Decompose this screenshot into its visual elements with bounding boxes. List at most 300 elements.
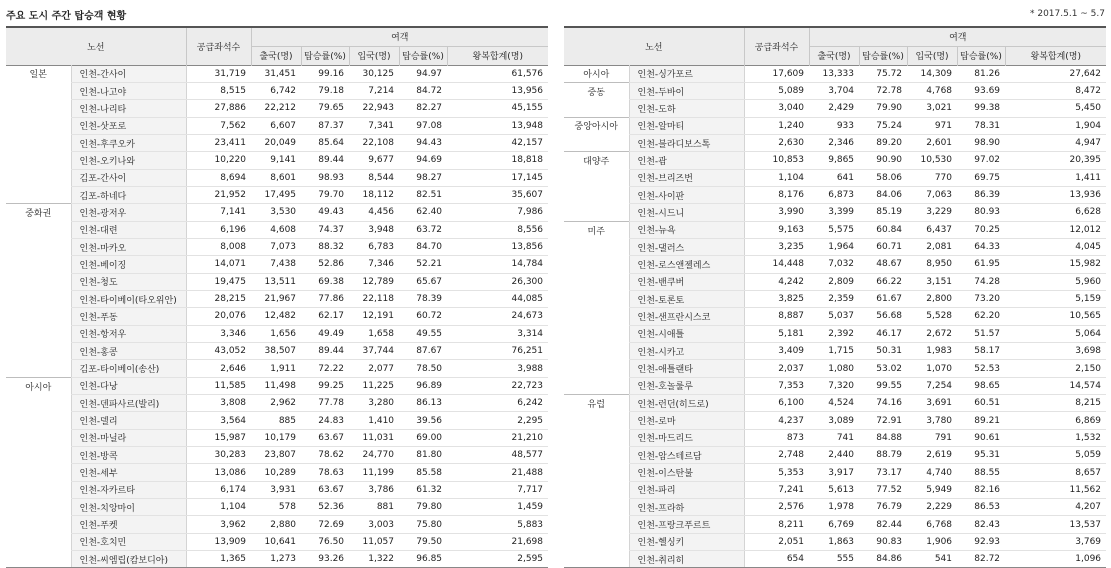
region-cell: [6, 256, 71, 273]
depart-rate-cell: 85.64: [301, 134, 349, 151]
total-cell: 5,883: [447, 516, 548, 533]
arrive-rate-cell: 86.39: [957, 186, 1005, 203]
depart-cell: 23,807: [251, 447, 301, 464]
region-cell: 아시아: [6, 377, 71, 394]
depart-rate-cell: 73.17: [859, 464, 907, 481]
total-cell: 48,577: [447, 447, 548, 464]
route-cell: 인천-푸켓: [71, 516, 186, 533]
depart-cell: 1,656: [251, 325, 301, 342]
route-cell: 인천-후쿠오카: [71, 134, 186, 151]
depart-cell: 7,320: [809, 377, 859, 394]
depart-cell: 3,704: [809, 82, 859, 99]
depart-rate-cell: 77.86: [301, 290, 349, 307]
total-cell: 6,869: [1005, 412, 1106, 429]
region-cell: [6, 360, 71, 377]
seats-cell: 28,215: [186, 290, 251, 307]
route-cell: 김포-간사이: [71, 169, 186, 186]
depart-cell: 13,333: [809, 65, 859, 82]
table-row: [6, 117, 548, 134]
seats-cell: 10,853: [744, 152, 809, 169]
arrive-rate-cell: 82.27: [399, 100, 447, 117]
seats-cell: 2,576: [744, 499, 809, 516]
route-cell: 인천-시애틀: [629, 325, 744, 342]
arrive-rate-cell: 70.25: [957, 221, 1005, 238]
seats-cell: 13,909: [186, 533, 251, 550]
depart-cell: 741: [809, 429, 859, 446]
total-cell: 2,595: [447, 551, 548, 568]
right-table-body: [564, 65, 1106, 568]
arrive-cell: 11,031: [349, 429, 399, 446]
arrive-cell: 2,081: [907, 238, 957, 255]
depart-cell: 6,769: [809, 516, 859, 533]
table-row: [6, 516, 548, 533]
depart-rate-cell: 66.22: [859, 273, 907, 290]
depart-cell: 933: [809, 117, 859, 134]
region-cell: [564, 447, 629, 464]
depart-cell: 10,179: [251, 429, 301, 446]
table-row: [564, 464, 1106, 481]
arrive-cell: 22,118: [349, 290, 399, 307]
table-row: [6, 134, 548, 151]
region-cell: [564, 533, 629, 550]
route-cell: 인천-블라디보스톡: [629, 134, 744, 151]
depart-rate-cell: 53.02: [859, 360, 907, 377]
arrive-cell: 2,229: [907, 499, 957, 516]
arrive-rate-cell: 74.28: [957, 273, 1005, 290]
arrive-rate-cell: 60.72: [399, 308, 447, 325]
arrive-rate-cell: 98.90: [957, 134, 1005, 151]
seats-cell: 4,242: [744, 273, 809, 290]
region-cell: [6, 169, 71, 186]
arrive-cell: 1,983: [907, 343, 957, 360]
arrive-cell: 3,021: [907, 100, 957, 117]
table-row: [6, 551, 548, 568]
depart-cell: 6,607: [251, 117, 301, 134]
route-cell: 인천-로스앤젤레스: [629, 256, 744, 273]
seats-cell: 9,163: [744, 221, 809, 238]
region-cell: [6, 464, 71, 481]
arrive-rate-cell: 52.53: [957, 360, 1005, 377]
total-cell: 13,856: [447, 238, 548, 255]
region-cell: [564, 377, 629, 394]
arrive-rate-cell: 65.67: [399, 273, 447, 290]
region-cell: [6, 447, 71, 464]
arrive-rate-cell: 69.00: [399, 429, 447, 446]
total-cell: 21,698: [447, 533, 548, 550]
route-cell: 인천-마닐라: [71, 429, 186, 446]
table-row: [6, 481, 548, 498]
table-row: [6, 290, 548, 307]
seats-cell: 14,448: [744, 256, 809, 273]
total-cell: 1,532: [1005, 429, 1106, 446]
region-cell: 대양주: [564, 152, 629, 169]
depart-rate-cell: 78.63: [301, 464, 349, 481]
table-row: [6, 221, 548, 238]
arrive-cell: 18,112: [349, 186, 399, 203]
depart-rate-cell: 52.86: [301, 256, 349, 273]
table-row: [6, 186, 548, 203]
total-cell: 5,450: [1005, 100, 1106, 117]
arrive-cell: 3,948: [349, 221, 399, 238]
seats-cell: 7,141: [186, 204, 251, 221]
depart-cell: 5,037: [809, 308, 859, 325]
region-cell: [564, 308, 629, 325]
total-cell: 18,818: [447, 152, 548, 169]
arrive-cell: 881: [349, 499, 399, 516]
depart-rate-cell: 50.31: [859, 343, 907, 360]
arrive-cell: 8,950: [907, 256, 957, 273]
table-row: [564, 325, 1106, 342]
arrive-rate-cell: 73.20: [957, 290, 1005, 307]
total-cell: 24,673: [447, 308, 548, 325]
left-table-body: [6, 65, 548, 568]
arrive-rate-cell: 78.31: [957, 117, 1005, 134]
total-cell: 1,459: [447, 499, 548, 516]
seats-cell: 3,962: [186, 516, 251, 533]
route-cell: 인천-호놀룰루: [629, 377, 744, 394]
region-cell: [6, 499, 71, 516]
depart-cell: 7,438: [251, 256, 301, 273]
arrive-rate-cell: 95.31: [957, 447, 1005, 464]
arrive-cell: 541: [907, 551, 957, 568]
total-cell: 22,723: [447, 377, 548, 394]
arrive-rate-cell: 51.57: [957, 325, 1005, 342]
route-cell: 인천-델리: [71, 412, 186, 429]
arrive-rate-cell: 82.16: [957, 481, 1005, 498]
region-cell: [6, 481, 71, 498]
depart-rate-cell: 46.17: [859, 325, 907, 342]
table-row: [6, 308, 548, 325]
route-cell: 인천-프랑크푸르트: [629, 516, 744, 533]
depart-cell: 1,978: [809, 499, 859, 516]
arrive-rate-cell: 92.93: [957, 533, 1005, 550]
route-cell: 인천-괌: [629, 152, 744, 169]
arrive-cell: 4,456: [349, 204, 399, 221]
depart-rate-cell: 62.17: [301, 308, 349, 325]
region-cell: [6, 221, 71, 238]
arrive-cell: 7,063: [907, 186, 957, 203]
region-cell: [564, 499, 629, 516]
arrive-cell: 9,677: [349, 152, 399, 169]
region-cell: [6, 343, 71, 360]
table-row: [6, 464, 548, 481]
arrive-cell: 2,672: [907, 325, 957, 342]
route-cell: 인천-나리타: [71, 100, 186, 117]
arrive-cell: 11,199: [349, 464, 399, 481]
arrive-rate-cell: 81.80: [399, 447, 447, 464]
depart-rate-cell: 79.65: [301, 100, 349, 117]
depart-cell: 20,049: [251, 134, 301, 151]
arrive-cell: 1,070: [907, 360, 957, 377]
seats-cell: 3,564: [186, 412, 251, 429]
depart-cell: 578: [251, 499, 301, 516]
arrive-cell: 3,691: [907, 395, 957, 412]
route-cell: 인천-밴쿠버: [629, 273, 744, 290]
table-row: [564, 395, 1106, 412]
table-row: [564, 343, 1106, 360]
total-cell: 1,411: [1005, 169, 1106, 186]
route-cell: 인천-치앙마이: [71, 499, 186, 516]
depart-cell: 1,964: [809, 238, 859, 255]
route-cell: 인천-대련: [71, 221, 186, 238]
seats-cell: 31,719: [186, 65, 251, 82]
route-cell: 인천-항저우: [71, 325, 186, 342]
depart-cell: 31,451: [251, 65, 301, 82]
total-cell: 14,784: [447, 256, 548, 273]
seats-cell: 27,886: [186, 100, 251, 117]
depart-cell: 38,507: [251, 343, 301, 360]
arrive-cell: 1,410: [349, 412, 399, 429]
table-row: [6, 152, 548, 169]
arrive-rate-cell: 94.97: [399, 65, 447, 82]
route-cell: 인천-브리즈번: [629, 169, 744, 186]
table-row: [6, 82, 548, 99]
arrive-rate-cell: 79.80: [399, 499, 447, 516]
route-cell: 김포-하네다: [71, 186, 186, 203]
seats-cell: 7,562: [186, 117, 251, 134]
total-cell: 21,488: [447, 464, 548, 481]
seats-cell: 19,475: [186, 273, 251, 290]
total-cell: 3,988: [447, 360, 548, 377]
total-cell: 14,574: [1005, 377, 1106, 394]
total-cell: 8,215: [1005, 395, 1106, 412]
seats-cell: 3,235: [744, 238, 809, 255]
depart-cell: 2,962: [251, 395, 301, 412]
depart-cell: 3,399: [809, 204, 859, 221]
total-cell: 20,395: [1005, 152, 1106, 169]
route-header: 노선: [6, 27, 186, 65]
route-header: 노선: [564, 27, 744, 65]
table-row: [6, 204, 548, 221]
depart-rate-cell: 84.06: [859, 186, 907, 203]
total-cell: 11,562: [1005, 481, 1106, 498]
page-title: 주요 도시 주간 탑승객 현황: [6, 11, 127, 22]
total-cell: 3,698: [1005, 343, 1106, 360]
arrive-rate-cell: 94.69: [399, 152, 447, 169]
table-row: [564, 308, 1106, 325]
depart-rate-cell: 58.06: [859, 169, 907, 186]
arrive-rate-cell: 86.53: [957, 499, 1005, 516]
region-cell: 아시아: [583, 70, 610, 81]
seats-cell: 5,181: [744, 325, 809, 342]
total-cell: 13,537: [1005, 516, 1106, 533]
route-cell: 인천-마드리드: [629, 429, 744, 446]
arrive-rate-cell: 99.38: [957, 100, 1005, 117]
depart-rate-cell: 79.90: [859, 100, 907, 117]
route-cell: 인천-이스탄불: [629, 464, 744, 481]
region-cell: [6, 325, 71, 342]
table-row: [564, 65, 1106, 82]
seats-cell: 23,411: [186, 134, 251, 151]
route-cell: 인천-덴파사르(발리): [71, 395, 186, 412]
left-table: [6, 26, 548, 568]
depart-cell: 7,032: [809, 256, 859, 273]
total-cell: 7,717: [447, 481, 548, 498]
table-row: [564, 82, 1106, 99]
route-cell: 인천-호치민: [71, 533, 186, 550]
seats-cell: 654: [744, 551, 809, 568]
route-cell: 인천-뉴욕: [629, 221, 744, 238]
depart-rate-cell: 56.68: [859, 308, 907, 325]
arrive-rate-header: 탑승률(%): [957, 46, 1005, 65]
right-table: [564, 26, 1106, 568]
arrive-cell: 2,601: [907, 134, 957, 151]
region-cell: [564, 516, 629, 533]
depart-cell: 2,440: [809, 447, 859, 464]
total-cell: 1,096: [1005, 551, 1106, 568]
seats-cell: 2,630: [744, 134, 809, 151]
total-cell: 7,986: [447, 204, 548, 221]
total-cell: 4,207: [1005, 499, 1106, 516]
region-cell: [6, 82, 71, 99]
table-row: [564, 499, 1106, 516]
seats-cell: 3,040: [744, 100, 809, 117]
route-cell: 인천-세부: [71, 464, 186, 481]
route-cell: 인천-홍콩: [71, 343, 186, 360]
arrive-rate-cell: 80.93: [957, 204, 1005, 221]
region-cell: [564, 204, 629, 221]
total-cell: 15,982: [1005, 256, 1106, 273]
arrive-rate-cell: 86.13: [399, 395, 447, 412]
depart-rate-cell: 82.44: [859, 516, 907, 533]
depart-cell: 6,742: [251, 82, 301, 99]
region-cell: 중화권: [6, 204, 71, 221]
depart-cell: 12,482: [251, 308, 301, 325]
total-cell: 10,565: [1005, 308, 1106, 325]
depart-rate-cell: 98.93: [301, 169, 349, 186]
depart-rate-cell: 60.71: [859, 238, 907, 255]
depart-rate-cell: 74.37: [301, 221, 349, 238]
total-cell: 13,936: [1005, 186, 1106, 203]
region-cell: [6, 100, 71, 117]
depart-rate-cell: 48.67: [859, 256, 907, 273]
seats-cell: 3,990: [744, 204, 809, 221]
depart-rate-cell: 76.79: [859, 499, 907, 516]
depart-rate-cell: 89.44: [301, 152, 349, 169]
route-cell: 인천-로마: [629, 412, 744, 429]
depart-rate-cell: 49.43: [301, 204, 349, 221]
arrive-rate-cell: 89.21: [957, 412, 1005, 429]
seats-cell: 3,808: [186, 395, 251, 412]
arrive-rate-cell: 84.70: [399, 238, 447, 255]
total-cell: 8,472: [1005, 82, 1106, 99]
total-cell: 3,314: [447, 325, 548, 342]
depart-rate-cell: 93.26: [301, 551, 349, 568]
arrive-rate-cell: 78.50: [399, 360, 447, 377]
depart-rate-cell: 85.19: [859, 204, 907, 221]
region-cell: [6, 533, 71, 550]
route-cell: 인천-파리: [629, 481, 744, 498]
region-cell: [6, 273, 71, 290]
arrive-cell: 5,528: [907, 308, 957, 325]
region-cell: [6, 134, 71, 151]
route-cell: 인천-씨엠립(캄보디아): [71, 551, 186, 568]
table-row: [564, 169, 1106, 186]
seats-cell: 873: [744, 429, 809, 446]
seats-cell: 1,104: [186, 499, 251, 516]
region-cell: [6, 395, 71, 412]
depart-rate-cell: 24.83: [301, 412, 349, 429]
depart-cell: 11,498: [251, 377, 301, 394]
depart-cell: 9,141: [251, 152, 301, 169]
route-cell: 인천-오키나와: [71, 152, 186, 169]
total-cell: 21,210: [447, 429, 548, 446]
arrive-rate-cell: 60.51: [957, 395, 1005, 412]
arrive-rate-header: 탑승률(%): [399, 46, 447, 65]
depart-cell: 885: [251, 412, 301, 429]
arrive-rate-cell: 84.72: [399, 82, 447, 99]
seats-cell: 1,240: [744, 117, 809, 134]
table-row: [564, 533, 1106, 550]
depart-cell: 1,715: [809, 343, 859, 360]
seats-header: 공급좌석수: [186, 27, 251, 65]
region-cell: [564, 551, 629, 568]
total-cell: 44,085: [447, 290, 548, 307]
seats-cell: 4,237: [744, 412, 809, 429]
table-row: [564, 551, 1106, 568]
region-cell: [6, 429, 71, 446]
arrive-rate-cell: 61.95: [957, 256, 1005, 273]
depart-rate-cell: 74.16: [859, 395, 907, 412]
depart-rate-cell: 99.25: [301, 377, 349, 394]
arrive-cell: 37,744: [349, 343, 399, 360]
total-cell: 61,576: [447, 65, 548, 82]
arrive-rate-cell: 58.17: [957, 343, 1005, 360]
arrive-rate-cell: 64.33: [957, 238, 1005, 255]
region-cell: [564, 412, 629, 429]
region-cell: [6, 551, 71, 568]
region-cell: [564, 169, 629, 186]
total-cell: 8,556: [447, 221, 548, 238]
route-cell: 인천-취리히: [629, 551, 744, 568]
arrive-rate-cell: 82.43: [957, 516, 1005, 533]
route-cell: 인천-다낭: [71, 377, 186, 394]
total-cell: 8,657: [1005, 464, 1106, 481]
seats-cell: 13,086: [186, 464, 251, 481]
depart-rate-cell: 84.86: [859, 551, 907, 568]
depart-cell: 2,346: [809, 134, 859, 151]
region-cell: 중동: [564, 82, 629, 99]
region-cell: 중앙아시아: [564, 117, 629, 134]
depart-rate-cell: 89.20: [859, 134, 907, 151]
table-row: [6, 360, 548, 377]
route-cell: 인천-삿포로: [71, 117, 186, 134]
table-row: [6, 377, 548, 394]
depart-cell: 9,865: [809, 152, 859, 169]
depart-rate-cell: 77.52: [859, 481, 907, 498]
depart-rate-cell: 75.72: [859, 65, 907, 82]
total-cell: 13,948: [447, 117, 548, 134]
table-row: [6, 238, 548, 255]
route-cell: 인천-시카고: [629, 343, 744, 360]
region-cell: 유럽: [564, 395, 629, 412]
arrive-rate-cell: 98.65: [957, 377, 1005, 394]
depart-rate-cell: 63.67: [301, 429, 349, 446]
arrive-cell: 24,770: [349, 447, 399, 464]
route-cell: 인천-타이베이(타오위안): [71, 290, 186, 307]
total-cell: 13,956: [447, 82, 548, 99]
table-row: [6, 100, 548, 117]
arrive-cell: 6,768: [907, 516, 957, 533]
seats-cell: 3,825: [744, 290, 809, 307]
route-cell: 인천-샌프란시스코: [629, 308, 744, 325]
total-cell: 45,155: [447, 100, 548, 117]
seats-cell: 5,353: [744, 464, 809, 481]
arrive-cell: 22,108: [349, 134, 399, 151]
region-cell: [6, 412, 71, 429]
arrive-rate-cell: 87.67: [399, 343, 447, 360]
seats-cell: 2,051: [744, 533, 809, 550]
